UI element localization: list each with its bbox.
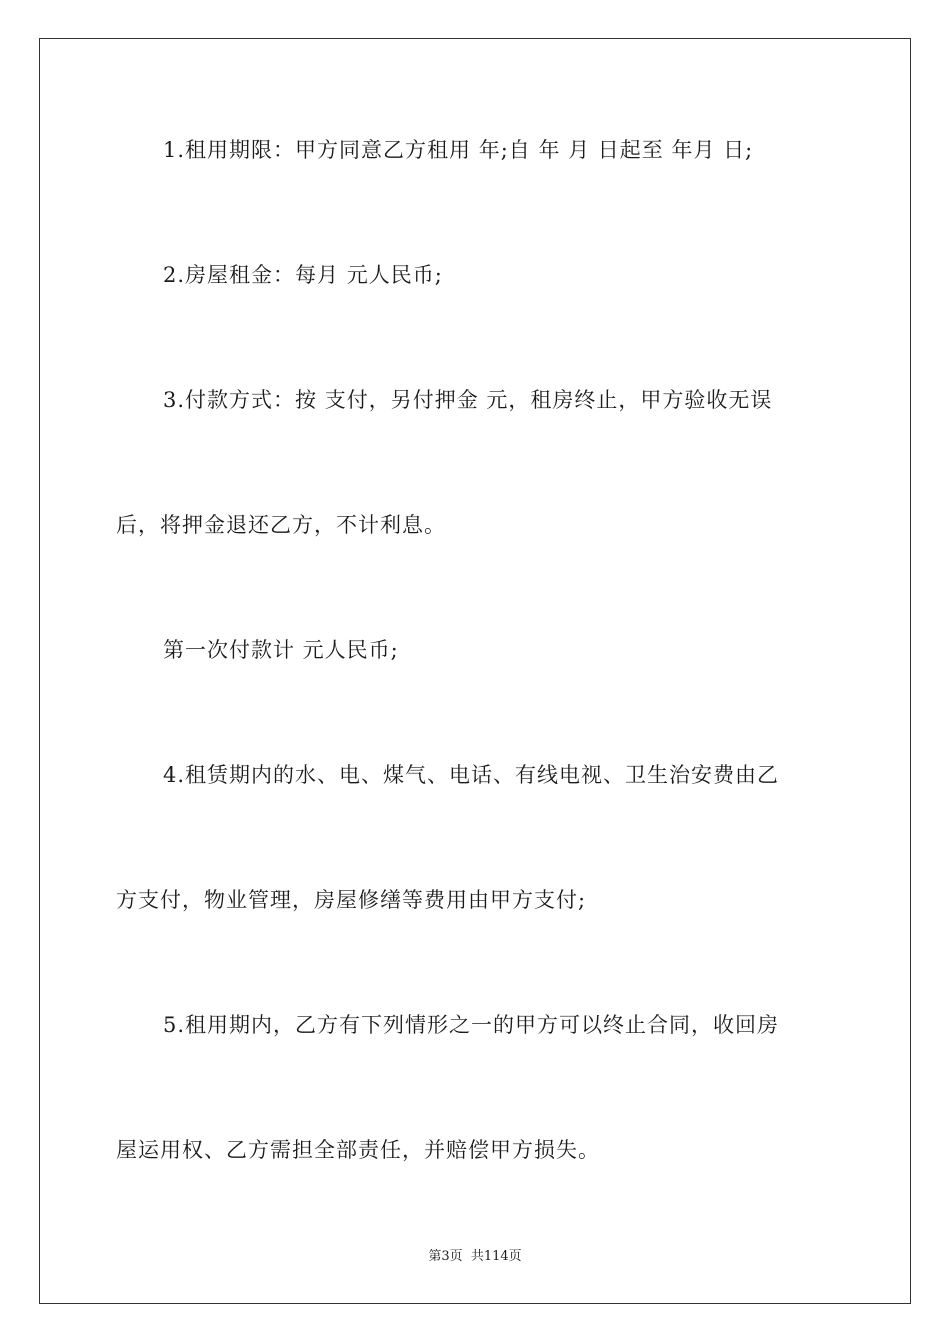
clause-1-rental-term: 1.租用期限：甲方同意乙方租用 年;自 年 月 日起至 年月 日;: [163, 138, 754, 162]
clause-2-rent: 2.房屋租金：每月 元人民币;: [163, 263, 443, 287]
clause-5-continuation: 屋运用权、乙方需担全部责任，并赔偿甲方损失。: [116, 1138, 600, 1162]
clause-3-payment-method: 3.付款方式：按 支付，另付押金 元，租房终止，甲方验收无误: [163, 388, 773, 412]
first-payment-line: 第一次付款计 元人民币;: [163, 638, 399, 662]
page-border: [39, 38, 911, 1304]
page-number-footer: 第3页 共114页: [428, 1249, 522, 1264]
clause-5-termination: 5.租用期内，乙方有下列情形之一的甲方可以终止合同，收回房: [163, 1013, 780, 1037]
clause-4-continuation: 方支付，物业管理，房屋修缮等费用由甲方支付;: [116, 888, 587, 912]
clause-4-utilities: 4.租赁期内的水、电、煤气、电话、有线电视、卫生治安费由乙: [163, 763, 780, 787]
clause-3-continuation: 后，将押金退还乙方，不计利息。: [116, 513, 446, 537]
